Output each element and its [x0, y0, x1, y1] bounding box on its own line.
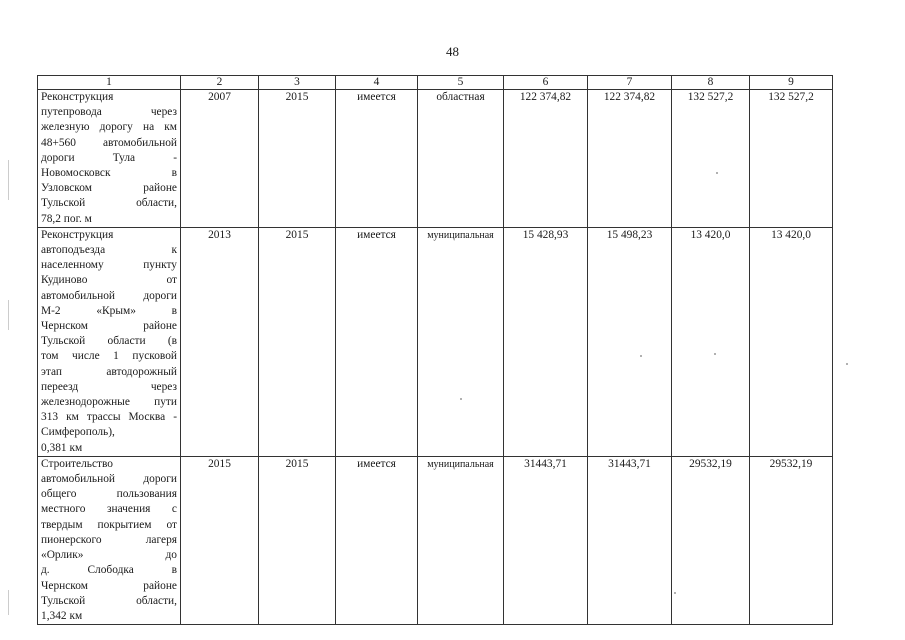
header-cell: 5 — [418, 76, 504, 90]
scan-speck — [674, 592, 676, 594]
value-cell: 31443,71 — [504, 456, 588, 624]
description-line: 1,342 км — [41, 609, 83, 622]
value-cell: 13 420,0 — [750, 227, 833, 456]
description-line: Узловском районе — [41, 182, 177, 195]
description-line: дороги Тула - — [41, 151, 177, 164]
description-line: д. Слободка в — [41, 564, 177, 577]
table-row — [38, 456, 833, 624]
table-header-row — [38, 76, 833, 90]
value-cell: 31443,71 — [588, 456, 672, 624]
value-cell: 29532,19 — [750, 456, 833, 624]
header-cell: 6 — [504, 76, 588, 90]
description-line: Новомосковск в — [41, 167, 177, 180]
description-line: автомобильной дороги — [41, 289, 177, 302]
availability-cell: имеется — [336, 456, 418, 624]
value-cell: 29532,19 — [672, 456, 750, 624]
description-line: Реконструкция — [41, 91, 114, 103]
description-line: железную дорогу на км — [41, 121, 177, 134]
description-line: местного значения с — [41, 503, 177, 516]
availability-cell: имеется — [336, 227, 418, 456]
description-line: переезд через — [41, 380, 177, 393]
value-cell: 132 527,2 — [750, 90, 833, 228]
description-cell — [38, 227, 181, 456]
description-line: твердым покрытием от — [41, 518, 177, 531]
scan-speck — [640, 355, 642, 357]
end-year-cell: 2015 — [259, 90, 336, 228]
header-cell: 1 — [38, 76, 181, 90]
description-line: Тульской области, — [41, 197, 177, 210]
scan-edge-mark — [8, 160, 9, 200]
value-cell: 15 498,23 — [588, 227, 672, 456]
description-line: Кудиново от — [41, 274, 177, 287]
start-year-cell: 2013 — [181, 227, 259, 456]
availability-cell: имеется — [336, 90, 418, 228]
description-cell — [38, 456, 181, 624]
description-line: 78,2 пог. м — [41, 212, 92, 225]
header-cell: 8 — [672, 76, 750, 90]
value-cell: 13 420,0 — [672, 227, 750, 456]
description-line: Чернском районе — [41, 579, 177, 592]
end-year-cell: 2015 — [259, 227, 336, 456]
description-line: 0,381 км — [41, 441, 83, 454]
scan-edge-mark — [8, 590, 9, 615]
start-year-cell: 2007 — [181, 90, 259, 228]
header-cell: 2 — [181, 76, 259, 90]
ownership-cell: муниципальная — [418, 456, 504, 624]
description-line: железнодорожные пути — [41, 396, 177, 409]
page-number: 48 — [446, 44, 459, 59]
header-cell: 4 — [336, 76, 418, 90]
end-year-cell: 2015 — [259, 456, 336, 624]
header-cell: 7 — [588, 76, 672, 90]
description-line: Реконструкция — [41, 228, 114, 241]
description-line: Тульской области (в — [41, 335, 177, 348]
table-row — [38, 227, 833, 456]
header-cell: 3 — [259, 76, 336, 90]
description-line: М-2 «Крым» в — [41, 304, 177, 317]
description-line: Симферополь), — [41, 426, 115, 439]
description-line: автомобильной дороги — [41, 473, 177, 486]
scan-speck — [846, 363, 848, 365]
ownership-cell: муниципальная — [418, 227, 504, 456]
description-line: Строительство — [41, 457, 113, 470]
description-line: населенному пункту — [41, 259, 177, 272]
description-line: этап автодорожный — [41, 365, 177, 378]
description-line: 48+560 автомобильной — [41, 136, 177, 149]
description-line: Чернском районе — [41, 320, 177, 333]
value-cell: 15 428,93 — [504, 227, 588, 456]
description-line: общего пользования — [41, 488, 177, 501]
start-year-cell: 2015 — [181, 456, 259, 624]
description-line: 313 км трассы Москва - — [41, 411, 177, 424]
scan-speck — [714, 353, 716, 355]
value-cell: 132 527,2 — [672, 90, 750, 228]
scan-edge-mark — [8, 300, 9, 330]
description-line: «Орлик» до — [41, 549, 177, 562]
header-cell: 9 — [750, 76, 833, 90]
scan-speck — [460, 398, 462, 400]
table-row — [38, 90, 833, 228]
description-line: автоподъезда к — [41, 244, 177, 257]
description-line: пионерского лагеря — [41, 533, 177, 546]
description-line: Тульской области, — [41, 594, 177, 607]
description-line: том числе 1 пусковой — [41, 350, 177, 363]
scan-speck — [716, 172, 718, 174]
value-cell: 122 374,82 — [588, 90, 672, 228]
description-line: путепровода через — [41, 106, 177, 119]
ownership-cell: областная — [418, 90, 504, 228]
description-cell — [38, 90, 181, 228]
value-cell: 122 374,82 — [504, 90, 588, 228]
data-table — [37, 75, 833, 625]
